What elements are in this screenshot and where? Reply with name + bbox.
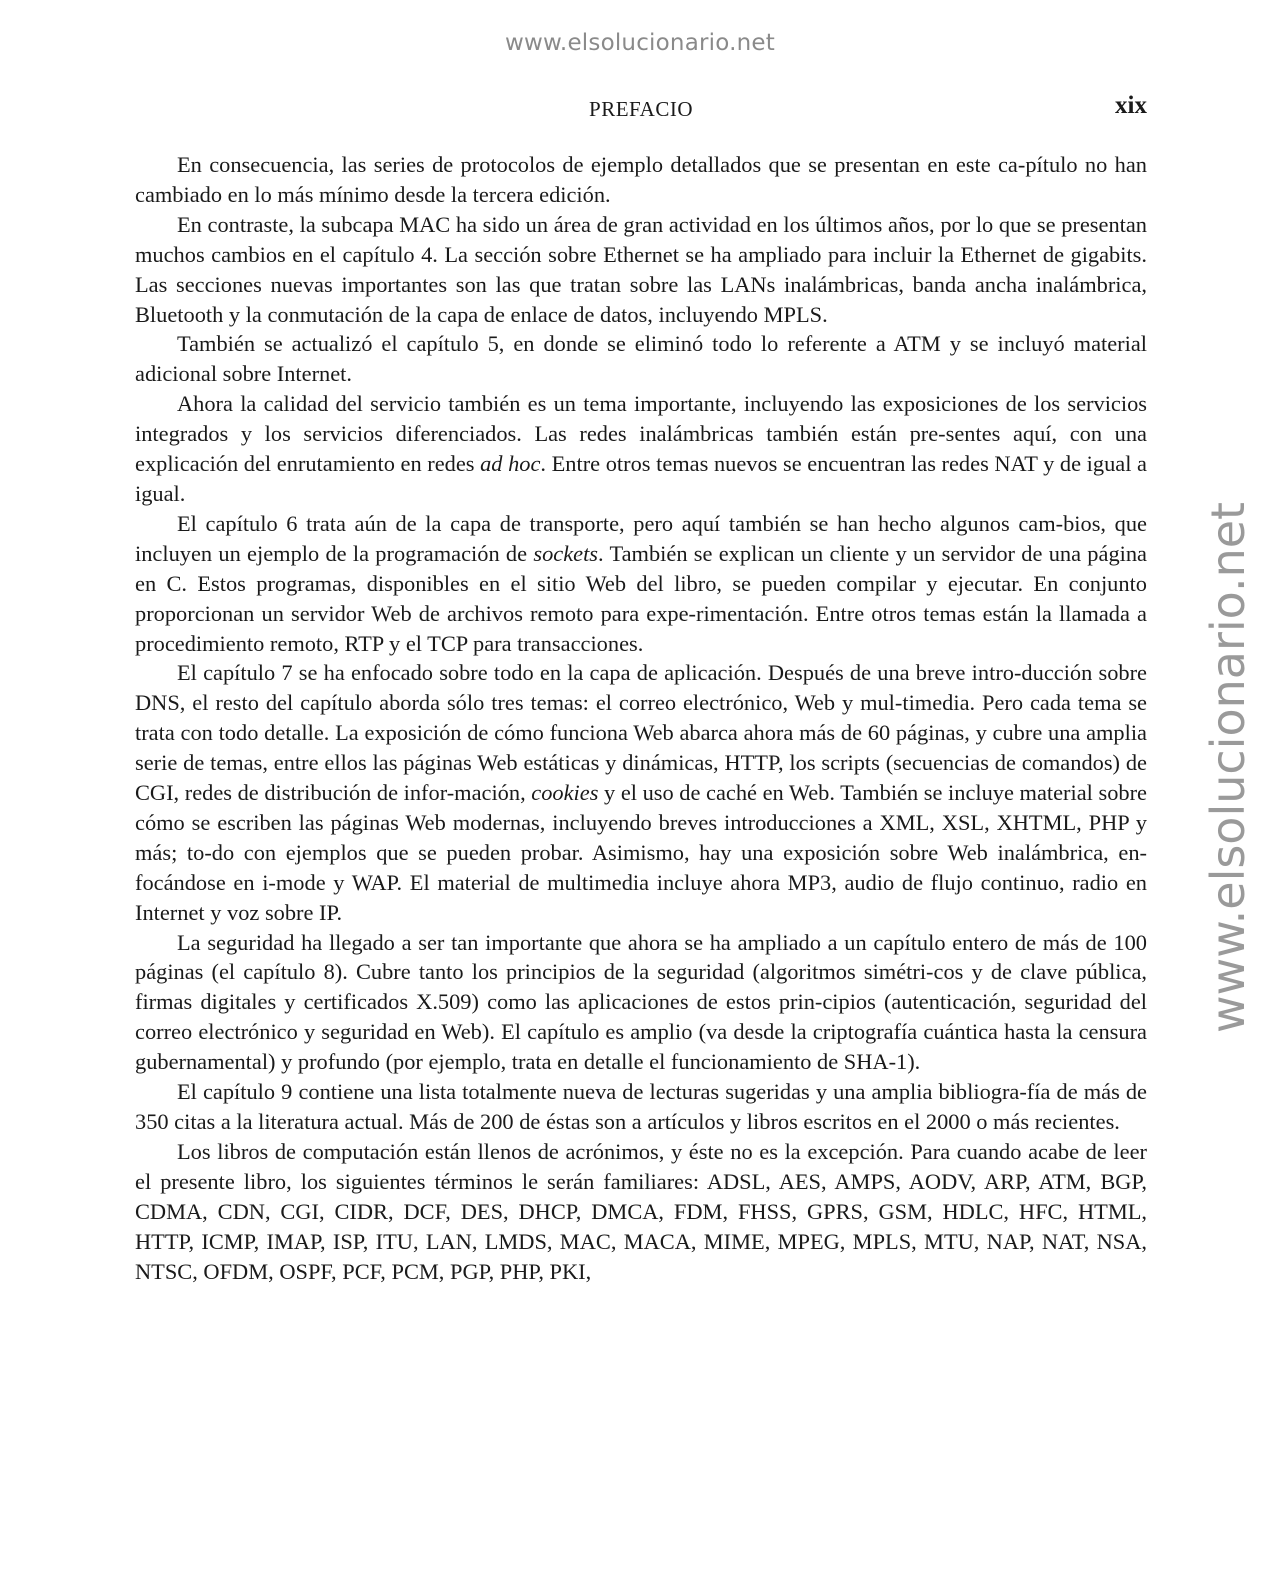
paragraph-text: Ahora la calidad del servicio también es un tema importante, incluyendo las exposiciones de los servicios integrados y los servicios diferenciados. Las redes inalámbricas también están pre-sentes aquí, con una explicación del enrutamiento en redes [135,391,1147,477]
watermark-top: www.elsolucionario.net [505,30,775,56]
paragraph-text: La seguridad ha llegado a ser tan importante que ahora se ha ampliado a un capítulo entero de más de 100 páginas (el capítulo 8). Cubre tanto los principios de la seguridad (algoritmos simétri-cos y de clave pública, firmas digitales y certificados X.509) como las aplicaciones de estos prin-cipios (autenticación, seguridad del correo electrónico y seguridad en Web). El capítulo es amplio (va desde la criptografía cuántica hasta la censura gubernamental) y profundo (por ejemplo, trata en detalle el funcionamiento de SHA-1). [135,929,1147,1075]
paragraph-4 [135,389,1147,509]
paragraph-text: También se actualizó el capítulo 5, en donde se eliminó todo lo referente a ATM y se incluyó material adicional sobre Internet. [135,331,1147,387]
paragraph-text: En contraste, la subcapa MAC ha sido un área de gran actividad en los últimos años, por lo que se presentan muchos cambios en el capítulo 4. La sección sobre Ethernet se ha ampliado para incluir la Ethernet de gigabits. Las secciones nuevas importantes son las que tratan sobre las LANs inalámbricas, banda ancha inalámbrica, Bluetooth y la conmutación de la capa de enlace de datos, incluyendo MPLS. [135,211,1147,327]
paragraph-9 [135,1137,1147,1287]
body-text [135,150,1147,1286]
section-title: PREFACIO [589,97,693,121]
italic-term: cookies [531,780,599,806]
paragraph-text: . Entre otros temas nuevos se encuentran las redes NAT y de igual a igual. [135,451,1147,506]
paragraph-7 [135,928,1147,1078]
italic-term: sockets [533,540,599,566]
paragraph-text: El capítulo 9 contiene una lista totalmente nueva de lecturas sugeridas y una amplia bibliogra-fía de más de 350 citas a la literatura actual. Más de 200 de éstas son a artículos y libros escritos en el 2000 o más recientes. [135,1079,1147,1134]
italic-term: ad hoc [480,451,541,477]
paragraph-8 [135,1077,1147,1137]
paragraph-text: . También se explican un cliente y un servidor de una página en C. Estos programas, disponibles en el sitio Web del libro, se pueden compilar y ejecutar. En conjunto proporcionan un servidor Web de archivos remoto para expe-rimentación. Entre otros temas están la llamada a procedimiento remoto, RTP y el TCP para transacciones. [135,540,1147,656]
paragraph-5 [135,509,1147,659]
paragraph-text: En consecuencia, las series de protocolos de ejemplo detallados que se presentan en este ca-pítulo no han cambiado en lo más mínimo desde la tercera edición. [135,152,1147,207]
page-number: xix [1115,92,1147,119]
paragraph-text: y el uso de caché en Web. También se incluye material sobre cómo se escriben las páginas Web modernas, incluyendo breves introducciones a XML, XSL, XHTML, PHP y más; to-do con ejemplos que se pueden probar. Asimismo, hay una exposición sobre Web inalámbrica, en-focándose en i-mode y WAP. El material de multimedia incluye ahora MP3, audio de flujo continuo, radio en Internet y voz sobre IP. [135,780,1147,925]
paragraph-text: Los libros de computación están llenos de acrónimos, y éste no es la excepción. Para cuando acabe de leer el presente libro, los siguientes términos le serán familiares: ADSL, AES, AMPS, AODV, ARP, ATM, BGP, CDMA, CDN, CGI, CIDR, DCF, DES, DHCP, DMCA, FDM, FHSS, GPRS, GSM, HDLC, HFC, HTML, HTTP, ICMP, IMAP, ISP, ITU, LAN, LMDS, MAC, MACA, MIME, MPEG, MPLS, MTU, NAP, NAT, NSA, NTSC, OFDM, OSPF, PCF, PCM, PGP, PHP, PKI, [135,1138,1147,1284]
paragraph-6 [135,658,1147,927]
watermark-side: www.elsolucionario.net [1201,501,1255,1033]
paragraph-1 [135,150,1147,210]
paragraph-text: El capítulo 6 trata aún de la capa de transporte, pero aquí también se han hecho algunos cam-bios, que incluyen un ejemplo de la programación de [135,510,1147,566]
running-head [135,92,1147,126]
paragraph-2 [135,210,1147,330]
paragraph-3 [135,329,1147,389]
paragraph-text: El capítulo 7 se ha enfocado sobre todo en la capa de aplicación. Después de una breve intro-ducción sobre DNS, el resto del capítulo aborda sólo tres temas: el correo electrónico, Web y mul-timedia. Pero cada tema se trata con todo detalle. La exposición de cómo funciona Web abarca ahora más de 60 páginas, y cubre una amplia serie de temas, entre ellos las páginas Web estáticas y dinámicas, HTTP, los scripts (secuencias de comandos) de CGI, redes de distribución de infor-mación, [135,660,1147,806]
